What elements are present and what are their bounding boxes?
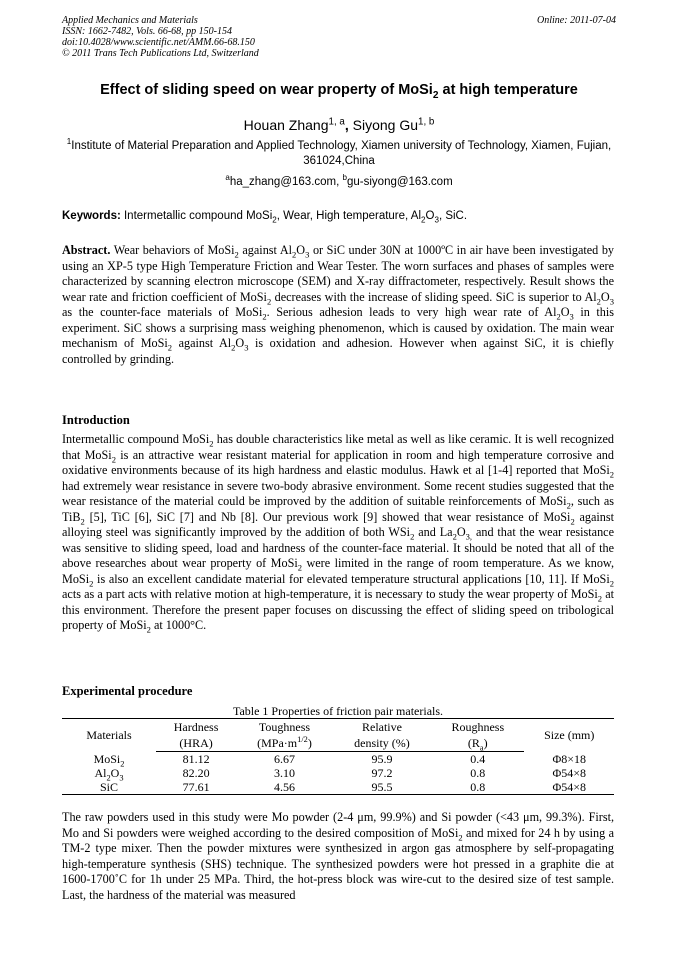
author-emails: $^a$ha_zhang@163.com, $^b$gu-siyong@163.com [225,173,453,188]
subscript: 2 [609,577,614,588]
abstract-label: Abstract. [62,243,111,257]
journal-name: Applied Mechanics and Materials [62,15,198,26]
text-run: has double characteristics like metal as well as like ceramic. It is well recognized that MoSi [62,432,614,462]
subscript: 2 [596,295,601,306]
subscript: 2 [111,453,116,464]
cell-hardness: 81.12 [182,752,210,766]
subscript: 2 [566,500,571,511]
affiliation: $^1$Institute of Material Preparation and Applied Technology, Xiamen university of Technology, Xiamen, Fujian, 361024,China [66,137,612,167]
subscript: 2 [297,562,303,573]
abstract [62,243,614,367]
text-run: and mixed for 24 h by using a TM-2 type mixer. Then the powder mixtures were synthesized in argon gas atmosphere by self-propagating high-temperature synthesis (SHS) technique. The synthesized powders were hot pressed in a graphite die at 1600-1700˚C for 1h under 25 MPa. Third, the hot-press block was wire-cut to the desired size of test sample. Last, the hardness of the material was measured [62,825,614,902]
subscript: 2 [80,515,85,526]
subscript: 2 [556,311,561,322]
cell-roughness: 0.8 [431,780,524,795]
text-run: O [235,336,245,350]
text-run: decreases with the increase of sliding speed. SiC is superior to Al [271,289,597,304]
text-run: in this experiment. SiC shows a surprising mass weighing phenomenon, which is caused by oxidation. The main wear mechanism of MoSi [62,305,614,350]
online-date: Online: 2011-07-04 [537,15,616,26]
subscript: 2 [410,531,415,542]
text-run: is an attractive wear resistant material for application in room and high temperature corrosive and oxidative environments because of its high hardness and elastic modulus. Hawk et al [1-4] reported that MoSi [62,447,614,477]
cell-material: $Al_2O_3$ [94,766,124,783]
col-unit-hardness: (HRA) [156,735,236,752]
table-row [62,766,614,780]
keywords: Keywords: Intermetallic compound MoSi$_2$, Wear, High temperature, $Al_2O_3$, SiC. [62,210,468,225]
subscript: 2 [209,438,214,449]
cell-roughness: 0.8 [470,766,486,780]
subscript: 2 [146,624,151,635]
cell-size: Φ8×18 [552,751,586,766]
subscript: 2 [597,593,603,604]
introduction-paragraph [62,432,614,634]
author-list: Houan Zhang$^{1, a}$, Siyong Gu$^{1, b}$ [243,116,435,133]
text-run: O [456,525,466,539]
col-header-roughness: Roughness [431,719,524,736]
cell-size: Φ54×8 [552,766,586,780]
text-run: and La [414,525,453,539]
cell-toughness: 3.10 [273,766,295,780]
subscript: 2 [452,531,457,542]
col-unit-density: density (%) [333,735,431,752]
section-heading-introduction: Introduction [62,413,130,427]
subscript: 2 [89,577,94,588]
subscript: 2 [266,295,272,306]
text-run: against Al [238,243,293,257]
journal-header [62,15,616,59]
doi-line: doi:10.4028/www.scientific.net/AMM.66-68.150 [62,37,255,48]
col-header-size: Size (mm) [524,719,614,752]
text-run: as the counter-face materials of MoSi [62,305,263,319]
cell-material: MoSi$_2$ [93,751,125,769]
experimental-paragraph [62,810,614,903]
text-run: [5], TiC [6], SiC [7] and Nb [8]. Our previous work [9] showed that wear resistance of MoSi [84,509,571,524]
cell-hardness: 77.61 [156,780,236,795]
cell-toughness: 6.67 [273,752,295,766]
text-run: at this environment. Therefore the present paper focuses on discussing the effect of sliding speed on tribological property of MoSi [62,587,614,632]
subscript: 2 [609,469,614,480]
text-run: were limited in the range of room temperature. As we know, MoSi [62,556,614,586]
text-run: The raw powders used in this study were Mo powder (2-4 μm, 99.9%) and Si powder (<43 μm, 99.3%). First, Mo and Si powders were weighed according to the desired composition of MoSi [62,810,614,840]
text-run: , such as TiB [62,494,614,524]
author-name: Houan Zhang [243,117,329,133]
cell-roughness: 0.4 [470,752,486,766]
paper-title: Effect of sliding speed on wear property of MoSi$_2$ at high temperature [100,82,578,101]
keywords-label: Keywords: [62,210,121,222]
cell-density: 95.9 [371,752,393,766]
author-name: Siyong Gu [352,117,418,133]
col-header-density: Relative [333,719,431,736]
table-row [62,752,614,767]
text-run: . Serious adhesion leads to very high wear rate of Al [266,305,557,319]
text-run: O [600,289,610,304]
subscript: 3 [244,342,249,353]
subscript: 2 [167,342,173,353]
properties-table [62,718,614,795]
subscript: 3 [609,295,614,306]
cell-density: 97.2 [371,766,393,780]
cell-density: 95.5 [333,780,431,795]
text-run: is also an excellent candidate material for elevated temperature structural applications [10, 11]. If MoSi [93,571,610,586]
subscript: 3 [569,311,574,322]
col-unit-toughness: $(MPa\cdot m^{1/2})$ [236,735,333,752]
subscript: 2 [458,831,463,842]
subscript: 2 [262,311,267,322]
text-run: acts as a part acts with relative motion at high-temperature, it is necessary to study the wear property of MoSi [62,587,598,601]
cell-hardness: 82.20 [182,766,210,780]
text-run: and that the wear resistance was sensitive to sliding speed, load and hardness of the counter-face material. It should be noted that all of the above researches about wear property of MoSi [62,525,614,570]
cell-material: SiC [62,780,156,795]
text-run: against alloying steel was significantly improved by the addition of both WSi [62,509,614,539]
cell-toughness: 4.56 [236,780,333,795]
subscript: 3, [465,531,473,542]
text-run: had extremely wear resistance in severe two-body abrasive environment. Some recent studies suggested that the wear resistance of the material could be improved by the addition of suitable reinforcements of MoSi [62,478,614,508]
text-run: O [560,305,570,319]
text-run: is oxidation and adhesion. However when against SiC, it is chiefly controlled by grinding. [62,336,614,366]
col-header-toughness: Toughness [236,719,333,736]
col-header-materials: Materials [62,719,156,752]
text-run: at 1000°C. [150,618,207,632]
copyright-line: © 2011 Trans Tech Publications Ltd, Switzerland [62,48,259,59]
subscript: 2 [292,249,297,260]
subscript: 2 [231,342,236,353]
text-run: O [296,243,306,257]
issn-line: ISSN: 1662-7482, Vols. 66-68, pp 150-154 [62,26,232,37]
cell-size: Φ54×8 [524,780,614,795]
col-header-hardness: Hardness [156,719,236,736]
text-run: Wear behaviors of MoSi [110,243,235,257]
text-run: Intermetallic compound MoSi [62,432,210,446]
subscript: 2 [570,515,575,526]
subscript: 3 [305,249,310,260]
subscript: 2 [234,249,239,260]
table-caption: Table 1 Properties of friction pair materials. [232,704,444,718]
text-run: or SiC under 30N at 1000ºC in air have been investigated by using an XP-5 type High Temperature Friction and Wear Tester. The worn surfaces and phases of samples were characterized by scanning electron microscope (SEM) and X-ray diffractometer, respectively. Result shows the wear rate and friction coefficient of MoSi [62,243,615,304]
section-heading-experimental: Experimental procedure [62,684,193,698]
text-run: against Al [172,336,232,350]
col-unit-roughness: $(R_a)$ [431,735,524,752]
table-row [62,780,614,795]
